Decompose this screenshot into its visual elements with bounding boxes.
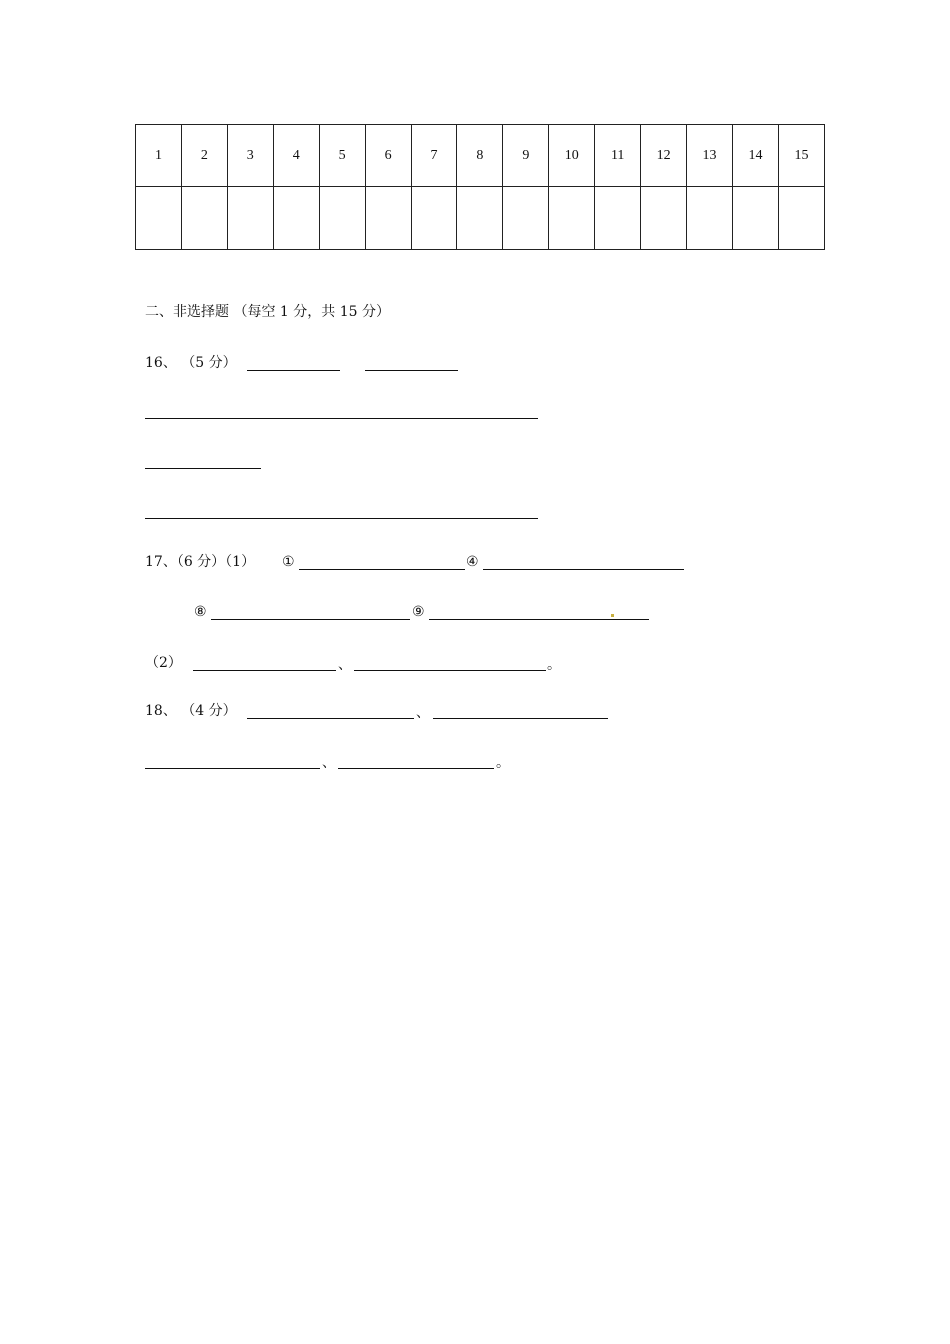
circled-9: ⑨ [412,604,425,620]
q16-label: 16、 （5 分） [145,355,237,371]
circled-1: ① [282,554,295,570]
q16-blank-1[interactable] [247,370,340,371]
stray-mark [611,614,614,617]
period: 。 [496,755,510,771]
section-heading: 二、非选择题 （每空 1 分，共 15 分） [145,304,390,320]
answer-cell[interactable] [181,187,227,250]
answer-cell[interactable] [595,187,641,250]
answer-cell[interactable] [503,187,549,250]
answer-cell[interactable] [778,187,824,250]
q16-blank-5[interactable] [145,518,538,519]
question-number-cell: 12 [641,125,687,187]
answer-cell[interactable] [641,187,687,250]
q17-blank-9[interactable] [429,619,649,620]
question-number-cell: 1 [136,125,182,187]
q17-label: 17、（6 分）（1） [145,554,256,570]
q17-blank-1[interactable] [299,569,465,570]
question-number-cell: 13 [687,125,733,187]
q17-part2-blank-1[interactable] [193,670,336,671]
question-number-cell: 7 [411,125,457,187]
question-number-cell: 10 [549,125,595,187]
q17-blank-4[interactable] [483,569,684,570]
question-number-cell: 3 [227,125,273,187]
answer-cell[interactable] [549,187,595,250]
q18-blank-3[interactable] [145,768,320,769]
circled-4: ④ [466,554,479,570]
answer-cell[interactable] [365,187,411,250]
question-number-cell: 8 [457,125,503,187]
separator: 、 [338,657,352,673]
q17-part2-label: （2） [145,655,182,671]
q17-part2-blank-2[interactable] [354,670,546,671]
separator: 、 [322,755,336,771]
answer-table [135,124,825,250]
answer-cell[interactable] [732,187,778,250]
q16-blank-2[interactable] [365,370,458,371]
answer-cell[interactable] [273,187,319,250]
question-number-cell: 2 [181,125,227,187]
question-number-cell: 6 [365,125,411,187]
answer-cell[interactable] [687,187,733,250]
answer-cell[interactable] [411,187,457,250]
question-number-cell: 11 [595,125,641,187]
question-number-cell: 9 [503,125,549,187]
answer-cell[interactable] [319,187,365,250]
separator: 、 [416,705,430,721]
circled-8: ⑧ [194,604,207,620]
question-number-row [136,125,825,187]
answer-cell[interactable] [136,187,182,250]
question-number-cell: 4 [273,125,319,187]
question-number-cell: 15 [778,125,824,187]
answer-cell[interactable] [227,187,273,250]
question-number-cell: 5 [319,125,365,187]
answer-row [136,187,825,250]
question-number-cell: 14 [732,125,778,187]
q18-blank-1[interactable] [247,718,414,719]
q16-blank-3[interactable] [145,418,538,419]
q17-blank-8[interactable] [211,619,410,620]
q18-blank-4[interactable] [338,768,494,769]
answer-cell[interactable] [457,187,503,250]
q18-label: 18、 （4 分） [145,703,237,719]
q16-blank-4[interactable] [145,468,261,469]
period: 。 [547,657,561,673]
q18-blank-2[interactable] [433,718,608,719]
